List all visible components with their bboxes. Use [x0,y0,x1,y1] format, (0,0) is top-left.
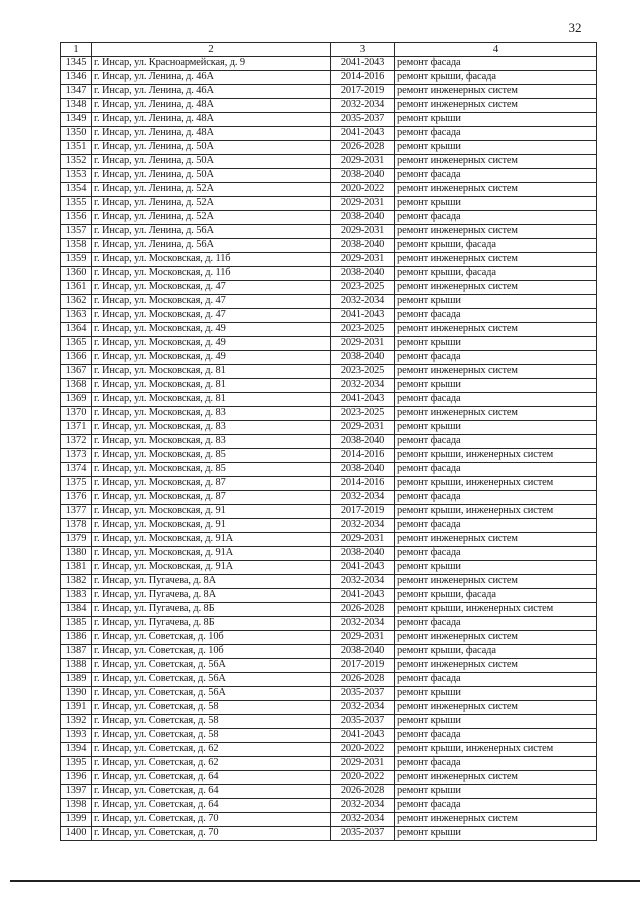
period-cell: 2017-2019 [331,85,395,99]
period-cell: 2032-2034 [331,617,395,631]
table-row [61,631,597,645]
works-cell: ремонт фасада [395,617,597,631]
table-row [61,407,597,421]
address-cell: г. Инсар, ул. Московская, д. 81 [92,365,331,379]
address-cell: г. Инсар, ул. Советская, д. 10б [92,631,331,645]
table-row [61,533,597,547]
row-number: 1367 [61,365,92,379]
address-cell: г. Инсар, ул. Ленина, д. 46А [92,85,331,99]
address-cell: г. Инсар, ул. Ленина, д. 50А [92,155,331,169]
period-cell: 2038-2040 [331,211,395,225]
works-cell: ремонт инженерных систем [395,225,597,239]
period-cell: 2041-2043 [331,393,395,407]
row-number: 1369 [61,393,92,407]
address-cell: г. Инсар, ул. Ленина, д. 48А [92,127,331,141]
period-cell: 2032-2034 [331,799,395,813]
row-number: 1354 [61,183,92,197]
period-cell: 2029-2031 [331,757,395,771]
works-cell: ремонт инженерных систем [395,365,597,379]
period-cell: 2038-2040 [331,267,395,281]
table-row [61,351,597,365]
address-cell: г. Инсар, ул. Московская, д. 83 [92,435,331,449]
works-cell: ремонт инженерных систем [395,533,597,547]
row-number: 1353 [61,169,92,183]
period-cell: 2041-2043 [331,309,395,323]
row-number: 1375 [61,477,92,491]
works-cell: ремонт инженерных систем [395,85,597,99]
period-cell: 2029-2031 [331,155,395,169]
works-cell: ремонт инженерных систем [395,575,597,589]
table-row [61,645,597,659]
row-number: 1352 [61,155,92,169]
table-row [61,323,597,337]
table-row [61,113,597,127]
period-cell: 2020-2022 [331,771,395,785]
address-cell: г. Инсар, ул. Московская, д. 83 [92,421,331,435]
period-cell: 2014-2016 [331,449,395,463]
address-cell: г. Инсар, ул. Ленина, д. 56А [92,239,331,253]
table-row [61,799,597,813]
row-number: 1391 [61,701,92,715]
row-number: 1396 [61,771,92,785]
period-cell: 2026-2028 [331,673,395,687]
row-number: 1381 [61,561,92,575]
works-cell: ремонт крыши, инженерных систем [395,477,597,491]
address-cell: г. Инсар, ул. Советская, д. 56А [92,673,331,687]
address-cell: г. Инсар, ул. Московская, д. 85 [92,463,331,477]
row-number: 1345 [61,57,92,71]
table-row [61,617,597,631]
works-cell: ремонт фасада [395,799,597,813]
period-cell: 2035-2037 [331,827,395,841]
table-row [61,393,597,407]
table-row [61,519,597,533]
period-cell: 2038-2040 [331,463,395,477]
period-cell: 2026-2028 [331,141,395,155]
row-number: 1376 [61,491,92,505]
table-row [61,281,597,295]
row-number: 1387 [61,645,92,659]
period-cell: 2029-2031 [331,337,395,351]
address-cell: г. Инсар, ул. Советская, д. 58 [92,729,331,743]
table-row [61,603,597,617]
period-cell: 2038-2040 [331,645,395,659]
works-cell: ремонт инженерных систем [395,407,597,421]
table-row [61,687,597,701]
column-header-number: 1 [61,43,92,57]
works-cell: ремонт фасада [395,435,597,449]
works-cell: ремонт фасада [395,673,597,687]
table-row [61,463,597,477]
works-cell: ремонт инженерных систем [395,253,597,267]
period-cell: 2023-2025 [331,323,395,337]
works-cell: ремонт фасада [395,351,597,365]
column-header-works: 4 [395,43,597,57]
table-row [61,99,597,113]
row-number: 1350 [61,127,92,141]
row-number: 1400 [61,827,92,841]
table-row [61,183,597,197]
row-number: 1382 [61,575,92,589]
table-row [61,197,597,211]
period-cell: 2035-2037 [331,715,395,729]
works-cell: ремонт крыши [395,715,597,729]
works-cell: ремонт фасада [395,127,597,141]
table-row [61,309,597,323]
address-cell: г. Инсар, ул. Пугачева, д. 8Б [92,617,331,631]
address-cell: г. Инсар, ул. Пугачева, д. 8А [92,589,331,603]
address-cell: г. Инсар, ул. Московская, д. 91А [92,561,331,575]
address-cell: г. Инсар, ул. Московская, д. 91А [92,533,331,547]
table-row [61,435,597,449]
row-number: 1358 [61,239,92,253]
row-number: 1385 [61,617,92,631]
table-row [61,71,597,85]
address-cell: г. Инсар, ул. Московская, д. 47 [92,295,331,309]
table-row [61,575,597,589]
works-cell: ремонт крыши [395,141,597,155]
period-cell: 2038-2040 [331,547,395,561]
works-cell: ремонт инженерных систем [395,771,597,785]
works-cell: ремонт крыши [395,561,597,575]
address-cell: г. Инсар, ул. Московская, д. 11б [92,267,331,281]
period-cell: 2014-2016 [331,71,395,85]
row-number: 1374 [61,463,92,477]
table-body [61,57,597,841]
works-cell: ремонт фасада [395,309,597,323]
row-number: 1393 [61,729,92,743]
works-cell: ремонт крыши, инженерных систем [395,603,597,617]
row-number: 1361 [61,281,92,295]
table-row [61,295,597,309]
address-cell: г. Инсар, ул. Ленина, д. 50А [92,141,331,155]
address-cell: г. Инсар, ул. Московская, д. 49 [92,323,331,337]
row-number: 1360 [61,267,92,281]
address-cell: г. Инсар, ул. Ленина, д. 48А [92,99,331,113]
address-cell: г. Инсар, ул. Пугачева, д. 8А [92,575,331,589]
row-number: 1346 [61,71,92,85]
works-cell: ремонт фасада [395,491,597,505]
table-row [61,267,597,281]
period-cell: 2026-2028 [331,603,395,617]
row-number: 1386 [61,631,92,645]
period-cell: 2023-2025 [331,281,395,295]
row-number: 1356 [61,211,92,225]
row-number: 1365 [61,337,92,351]
table-row [61,365,597,379]
works-cell: ремонт крыши, инженерных систем [395,743,597,757]
table-row [61,505,597,519]
table-row [61,547,597,561]
works-cell: ремонт инженерных систем [395,99,597,113]
table-row [61,491,597,505]
page-number: 32 [568,20,582,35]
table-row [61,421,597,435]
period-cell: 2026-2028 [331,785,395,799]
address-cell: г. Инсар, ул. Советская, д. 56А [92,687,331,701]
table-row [61,589,597,603]
address-cell: г. Инсар, ул. Красноармейская, д. 9 [92,57,331,71]
table-row [61,659,597,673]
row-number: 1371 [61,421,92,435]
row-number: 1394 [61,743,92,757]
period-cell: 2032-2034 [331,813,395,827]
period-cell: 2032-2034 [331,575,395,589]
row-number: 1351 [61,141,92,155]
repair-schedule-table [60,42,597,841]
period-cell: 2035-2037 [331,687,395,701]
works-cell: ремонт фасада [395,169,597,183]
works-cell: ремонт инженерных систем [395,631,597,645]
period-cell: 2020-2022 [331,183,395,197]
address-cell: г. Инсар, ул. Московская, д. 47 [92,281,331,295]
works-cell: ремонт инженерных систем [395,323,597,337]
period-cell: 2017-2019 [331,505,395,519]
address-cell: г. Инсар, ул. Ленина, д. 52А [92,197,331,211]
row-number: 1366 [61,351,92,365]
period-cell: 2041-2043 [331,561,395,575]
address-cell: г. Инсар, ул. Московская, д. 87 [92,491,331,505]
table-row [61,379,597,393]
row-number: 1349 [61,113,92,127]
column-header-period: 3 [331,43,395,57]
address-cell: г. Инсар, ул. Ленина, д. 56А [92,225,331,239]
row-number: 1399 [61,813,92,827]
address-cell: г. Инсар, ул. Московская, д. 49 [92,337,331,351]
works-cell: ремонт крыши, фасада [395,267,597,281]
address-cell: г. Инсар, ул. Советская, д. 64 [92,771,331,785]
bottom-divider [10,880,640,882]
row-number: 1362 [61,295,92,309]
row-number: 1348 [61,99,92,113]
works-cell: ремонт крыши, фасада [395,71,597,85]
address-cell: г. Инсар, ул. Московская, д. 91А [92,547,331,561]
table-row [61,253,597,267]
table-row [61,785,597,799]
address-cell: г. Инсар, ул. Ленина, д. 46А [92,71,331,85]
table-row [61,743,597,757]
row-number: 1364 [61,323,92,337]
address-cell: г. Инсар, ул. Советская, д. 70 [92,813,331,827]
works-cell: ремонт крыши, фасада [395,589,597,603]
table-row [61,169,597,183]
address-cell: г. Инсар, ул. Советская, д. 56А [92,659,331,673]
table-row [61,477,597,491]
period-cell: 2029-2031 [331,631,395,645]
period-cell: 2035-2037 [331,113,395,127]
table-row [61,225,597,239]
table-row [61,211,597,225]
works-cell: ремонт фасада [395,547,597,561]
period-cell: 2041-2043 [331,729,395,743]
works-cell: ремонт инженерных систем [395,183,597,197]
row-number: 1368 [61,379,92,393]
works-cell: ремонт крыши [395,379,597,393]
address-cell: г. Инсар, ул. Советская, д. 62 [92,743,331,757]
row-number: 1384 [61,603,92,617]
row-number: 1370 [61,407,92,421]
table-row [61,757,597,771]
row-number: 1378 [61,519,92,533]
period-cell: 2032-2034 [331,519,395,533]
address-cell: г. Инсар, ул. Московская, д. 81 [92,393,331,407]
address-cell: г. Инсар, ул. Московская, д. 87 [92,477,331,491]
period-cell: 2032-2034 [331,491,395,505]
address-cell: г. Инсар, ул. Пугачева, д. 8Б [92,603,331,617]
period-cell: 2032-2034 [331,99,395,113]
table-row [61,771,597,785]
period-cell: 2029-2031 [331,225,395,239]
table-row [61,715,597,729]
address-cell: г. Инсар, ул. Ленина, д. 52А [92,211,331,225]
works-cell: ремонт крыши [395,687,597,701]
works-cell: ремонт фасада [395,463,597,477]
period-cell: 2023-2025 [331,365,395,379]
address-cell: г. Инсар, ул. Московская, д. 11б [92,253,331,267]
address-cell: г. Инсар, ул. Московская, д. 91 [92,505,331,519]
row-number: 1373 [61,449,92,463]
address-cell: г. Инсар, ул. Московская, д. 47 [92,309,331,323]
address-cell: г. Инсар, ул. Ленина, д. 52А [92,183,331,197]
works-cell: ремонт инженерных систем [395,701,597,715]
works-cell: ремонт фасада [395,57,597,71]
address-cell: г. Инсар, ул. Советская, д. 64 [92,799,331,813]
row-number: 1357 [61,225,92,239]
period-cell: 2041-2043 [331,57,395,71]
works-cell: ремонт крыши, фасада [395,645,597,659]
works-cell: ремонт инженерных систем [395,813,597,827]
address-cell: г. Инсар, ул. Московская, д. 49 [92,351,331,365]
row-number: 1392 [61,715,92,729]
row-number: 1363 [61,309,92,323]
works-cell: ремонт фасада [395,729,597,743]
table-header-row [61,43,597,57]
row-number: 1372 [61,435,92,449]
period-cell: 2029-2031 [331,253,395,267]
row-number: 1383 [61,589,92,603]
table-row [61,141,597,155]
works-cell: ремонт крыши [395,113,597,127]
works-cell: ремонт крыши [395,421,597,435]
period-cell: 2032-2034 [331,701,395,715]
period-cell: 2020-2022 [331,743,395,757]
address-cell: г. Инсар, ул. Советская, д. 62 [92,757,331,771]
row-number: 1380 [61,547,92,561]
works-cell: ремонт инженерных систем [395,155,597,169]
address-cell: г. Инсар, ул. Советская, д. 58 [92,715,331,729]
address-cell: г. Инсар, ул. Московская, д. 91 [92,519,331,533]
column-header-address: 2 [92,43,331,57]
period-cell: 2038-2040 [331,239,395,253]
period-cell: 2038-2040 [331,351,395,365]
address-cell: г. Инсар, ул. Московская, д. 85 [92,449,331,463]
row-number: 1395 [61,757,92,771]
works-cell: ремонт крыши, инженерных систем [395,449,597,463]
address-cell: г. Инсар, ул. Московская, д. 81 [92,379,331,393]
works-cell: ремонт крыши [395,295,597,309]
works-cell: ремонт инженерных систем [395,659,597,673]
period-cell: 2029-2031 [331,421,395,435]
row-number: 1377 [61,505,92,519]
works-cell: ремонт фасада [395,757,597,771]
works-cell: ремонт крыши, инженерных систем [395,505,597,519]
table-row [61,673,597,687]
table-row [61,57,597,71]
row-number: 1390 [61,687,92,701]
period-cell: 2017-2019 [331,659,395,673]
row-number: 1347 [61,85,92,99]
works-cell: ремонт фасада [395,393,597,407]
works-cell: ремонт крыши [395,785,597,799]
table-row [61,449,597,463]
address-cell: г. Инсар, ул. Советская, д. 58 [92,701,331,715]
address-cell: г. Инсар, ул. Советская, д. 64 [92,785,331,799]
table-row [61,561,597,575]
works-cell: ремонт инженерных систем [395,281,597,295]
table-row [61,337,597,351]
period-cell: 2029-2031 [331,533,395,547]
address-cell: г. Инсар, ул. Советская, д. 70 [92,827,331,841]
works-cell: ремонт крыши, фасада [395,239,597,253]
table-row [61,729,597,743]
table-row [61,813,597,827]
address-cell: г. Инсар, ул. Ленина, д. 50А [92,169,331,183]
period-cell: 2041-2043 [331,589,395,603]
row-number: 1359 [61,253,92,267]
period-cell: 2023-2025 [331,407,395,421]
period-cell: 2038-2040 [331,169,395,183]
period-cell: 2041-2043 [331,127,395,141]
period-cell: 2032-2034 [331,295,395,309]
row-number: 1397 [61,785,92,799]
address-cell: г. Инсар, ул. Ленина, д. 48А [92,113,331,127]
table-row [61,827,597,841]
table-row [61,85,597,99]
period-cell: 2029-2031 [331,197,395,211]
row-number: 1398 [61,799,92,813]
address-cell: г. Инсар, ул. Московская, д. 83 [92,407,331,421]
address-cell: г. Инсар, ул. Советская, д. 10б [92,645,331,659]
period-cell: 2038-2040 [331,435,395,449]
period-cell: 2014-2016 [331,477,395,491]
works-cell: ремонт крыши [395,197,597,211]
row-number: 1389 [61,673,92,687]
works-cell: ремонт фасада [395,519,597,533]
works-cell: ремонт крыши [395,337,597,351]
works-cell: ремонт крыши [395,827,597,841]
works-cell: ремонт фасада [395,211,597,225]
table-row [61,155,597,169]
row-number: 1388 [61,659,92,673]
row-number: 1355 [61,197,92,211]
period-cell: 2032-2034 [331,379,395,393]
row-number: 1379 [61,533,92,547]
table-row [61,127,597,141]
table-row [61,239,597,253]
table-row [61,701,597,715]
